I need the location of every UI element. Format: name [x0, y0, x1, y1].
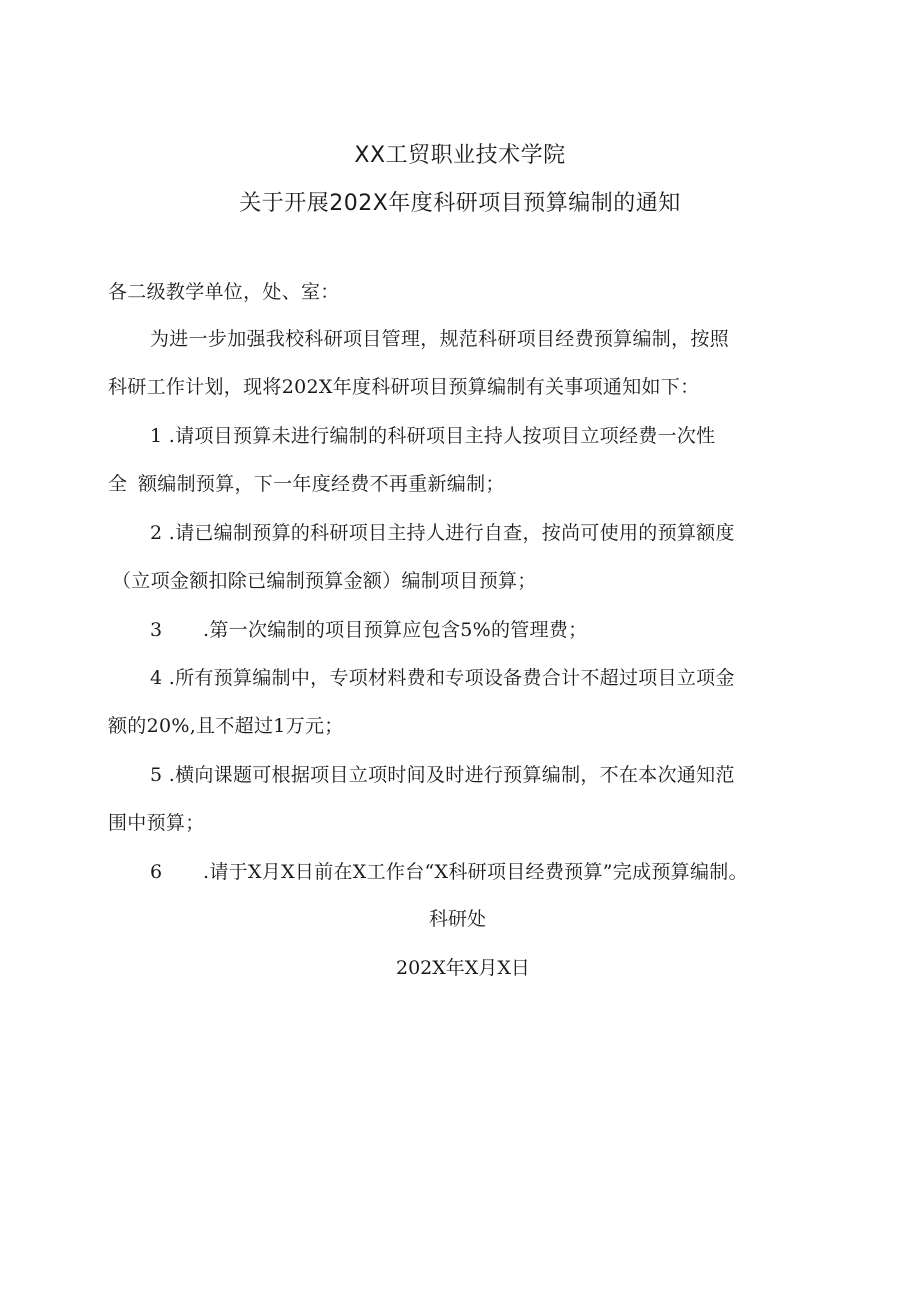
signature-date: 202X年X月X日: [396, 957, 530, 979]
list-item-number: 6: [150, 861, 163, 883]
list-item-text: .第一次编制的项目预算应包含5%的管理费；: [203, 619, 588, 641]
list-item-text: 额编制预算，下一年度经费不再重新编制；: [138, 473, 505, 495]
intro-paragraph-line-2: 科研工作计划，现将202X年度科研项目预算编制有关事项通知如下：: [108, 376, 700, 398]
list-item-number: 5: [150, 764, 163, 786]
list-item-5-line-2: 围中预算；: [108, 812, 205, 834]
list-item-6-line-1: [150, 860, 748, 884]
list-item-5-line-1: [150, 763, 735, 787]
list-item-text: .请已编制预算的科研项目主持人进行自查，按尚可使用的预算额度: [162, 522, 735, 544]
list-item-number: 3: [150, 619, 163, 641]
list-item-1-line-2: [108, 472, 505, 496]
list-item-number: 2: [150, 522, 163, 544]
list-item-2-line-1: [150, 521, 735, 545]
intro-paragraph-line-1: 为进一步加强我校科研项目管理，规范科研项目经费预算编制，按照: [150, 328, 730, 350]
signature-office: 科研处: [429, 908, 487, 930]
list-item-number: 4: [150, 667, 163, 689]
list-item-4-line-2: 额的20%,且不超过1万元；: [108, 715, 344, 737]
list-item-1-line-1: [150, 424, 715, 448]
list-item-text: .所有预算编制中，专项材料费和专项设备费合计不超过项目立项金: [162, 667, 735, 689]
document-title-institution: XX工贸职业技术学院: [354, 143, 566, 168]
list-item-2-line-2: （立项金额扣除已编制预算金额）编制项目预算；: [112, 570, 537, 592]
list-item-text: .横向课题可根据项目立项时间及时进行预算编制，不在本次通知范: [162, 764, 735, 786]
list-item-text: .请项目预算未进行编制的科研项目主持人按项目立项经费一次性: [162, 425, 716, 447]
list-item-4-line-1: [150, 666, 735, 690]
list-item-number: 1: [150, 425, 163, 447]
list-item-text-lead: 全: [108, 473, 128, 495]
list-item-3-line-1: [150, 618, 587, 642]
document-title-subject: 关于开展202X年度科研项目预算编制的通知: [239, 191, 681, 216]
salutation: 各二级教学单位，处、室：: [108, 281, 340, 303]
list-item-text: .请于X月X日前在X工作台“X科研项目经费预算”完成预算编制。: [203, 861, 748, 883]
